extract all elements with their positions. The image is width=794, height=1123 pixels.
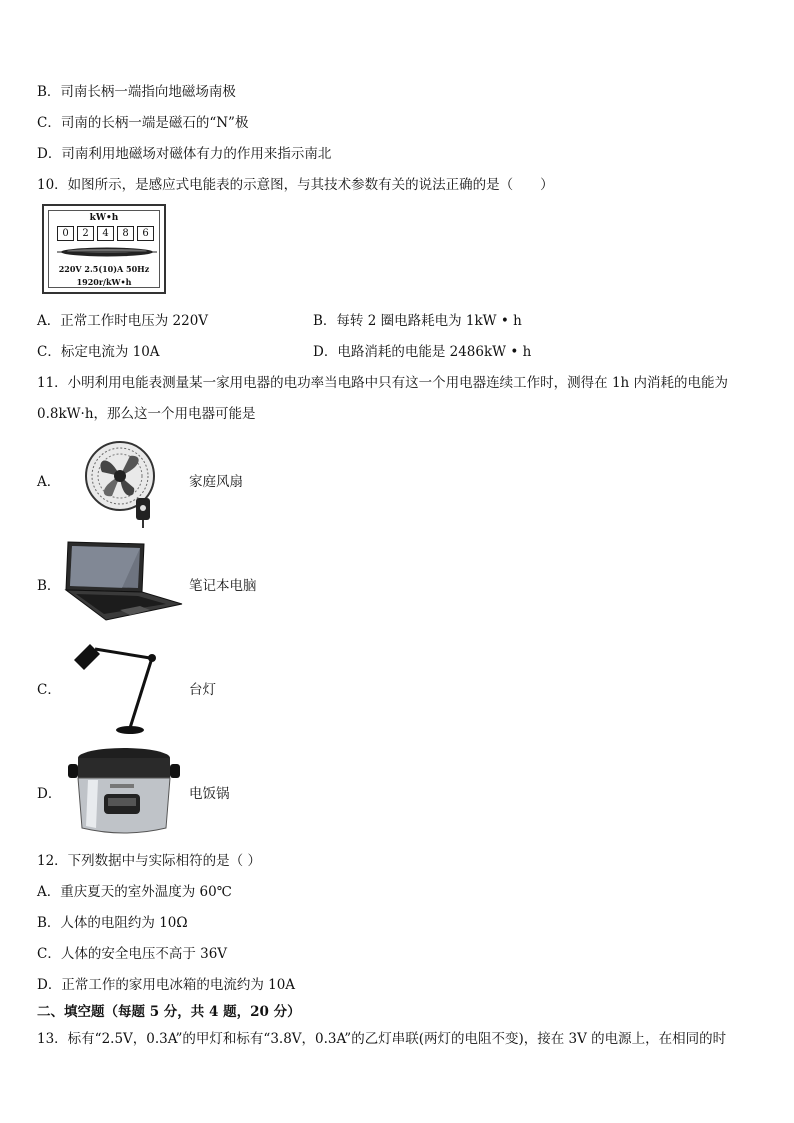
- meter-digit: 6: [137, 226, 154, 241]
- q12-option-d: D．正常工作的家用电冰箱的电流约为 10A: [37, 977, 296, 993]
- meter-digit: 2: [77, 226, 94, 241]
- q11-option-b-letter: B．: [37, 578, 61, 594]
- q12-option-b: B．人体的电阻约为 10Ω: [37, 915, 188, 931]
- q11-option-d-letter: D．: [37, 786, 62, 802]
- meter-digit: 8: [117, 226, 134, 241]
- q11-option-d-label: 电饭锅: [189, 786, 230, 802]
- q11-option-c-letter: C．: [37, 682, 61, 698]
- q10-option-d: D．电路消耗的电能是 2486kW • h: [313, 344, 532, 360]
- rice-cooker-icon: [68, 746, 184, 838]
- meter-digit: 0: [57, 226, 74, 241]
- q10-stem: 10．如图所示，是感应式电能表的示意图，与其技术参数有关的说法正确的是（ ）: [37, 177, 554, 193]
- desk-lamp-icon: [70, 640, 170, 738]
- q10-option-c: C．标定电流为 10A: [37, 344, 160, 360]
- q13-stem: 13．标有“2.5V，0.3A”的甲灯和标有“3.8V，0.3A”的乙灯串联(两灯的电阻不变)，接在 3V 的电源上，在相同的时: [37, 1031, 727, 1047]
- meter-unit-label: kW•h: [89, 213, 119, 223]
- section-heading: 二、填空题（每题 5 分，共 4 题，20 分）: [37, 1004, 301, 1020]
- laptop-icon: [62, 540, 184, 622]
- meter-digits: [57, 226, 154, 241]
- q11-option-b-label: 笔记本电脑: [189, 578, 257, 594]
- q11-option-c-label: 台灯: [189, 682, 216, 698]
- meter-spec-label: 220V 2.5(10)A 50Hz: [58, 264, 150, 274]
- fan-icon: [78, 440, 168, 530]
- electricity-meter-figure: [42, 204, 166, 294]
- meter-digit: 4: [97, 226, 114, 241]
- q12-option-a: A．重庆夏天的室外温度为 60℃: [37, 884, 232, 900]
- q9-option-c: C．司南的长柄一端是磁石的“N”极: [37, 115, 249, 131]
- q11-stem-line1: 11．小明利用电能表测量某一家用电器的电功率当电路中只有这一个用电器连续工作时，测得在 1h 内消耗的电能为: [37, 375, 729, 391]
- q11-stem-line2: 0.8kW·h，那么这一个用电器可能是: [37, 406, 256, 422]
- q10-option-b: B．每转 2 圈电路耗电为 1kW • h: [313, 313, 522, 329]
- q9-option-b: B．司南长柄一端指向地磁场南极: [37, 84, 236, 100]
- q11-option-a-label: 家庭风扇: [189, 474, 243, 490]
- q9-option-d: D．司南利用地磁场对磁体有力的作用来指示南北: [37, 146, 332, 162]
- meter-disc-icon: [55, 244, 159, 260]
- q12-stem: 12．下列数据中与实际相符的是（ ）: [37, 853, 261, 869]
- meter-rate-label: 1920r/kW•h: [76, 277, 132, 287]
- q11-option-a-letter: A．: [37, 474, 61, 490]
- q12-option-c: C．人体的安全电压不高于 36V: [37, 946, 228, 962]
- q10-option-a: A．正常工作时电压为 220V: [37, 313, 209, 329]
